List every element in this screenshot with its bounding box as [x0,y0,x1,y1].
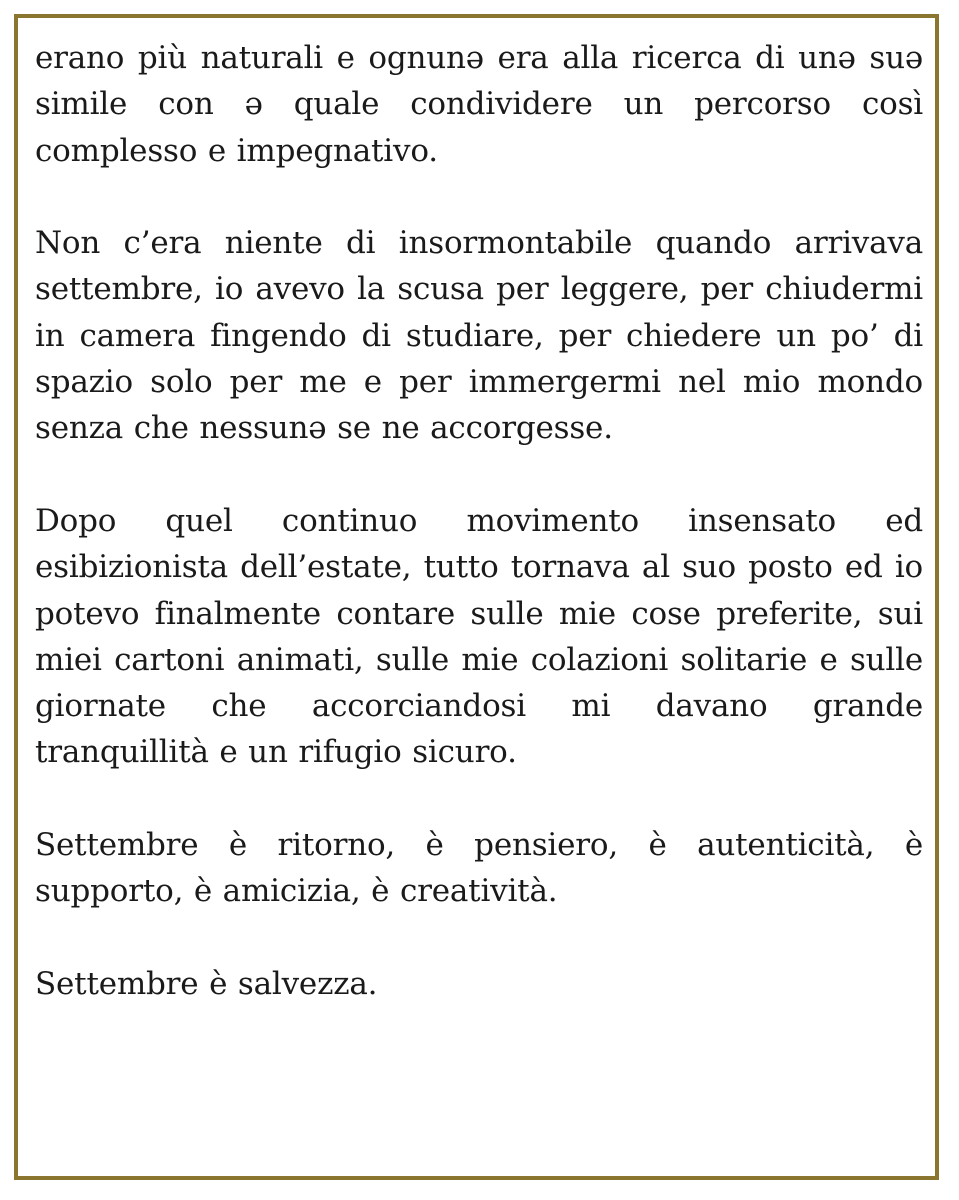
paragraph-2: Non c’era niente di insormontabile quando arrivava settembre, io avevo la scusa per leggere, per chiudermi in camera fingendo di studiare, per chiedere un po’ di spazio solo per me e per immergermi nel mio mondo senza che nessunə se ne accorgesse. [35,225,923,447]
paragraph-1: erano più naturali e ognunə era alla ricerca di unə suə simile con ə quale condividere un percorso così complesso e impegnativo. [35,40,923,169]
text-body [35,35,923,1054]
paragraph-5: Settembre è salvezza. [35,965,378,1002]
paragraph-3: Dopo quel continuo movimento insensato ed esibizionista dell’estate, tutto tornava al suo posto ed io potevo finalmente contare sulle mie cose preferite, sui miei cartoni animati, sulle mie colazioni solitarie e sulle giornate che accorciandosi mi davano grande tranquillità e un rifugio sicuro. [35,502,923,771]
page-frame [14,14,939,1180]
paragraph-4: Settembre è ritorno, è pensiero, è autenticità, è supporto, è amicizia, è creatività. [35,827,923,910]
